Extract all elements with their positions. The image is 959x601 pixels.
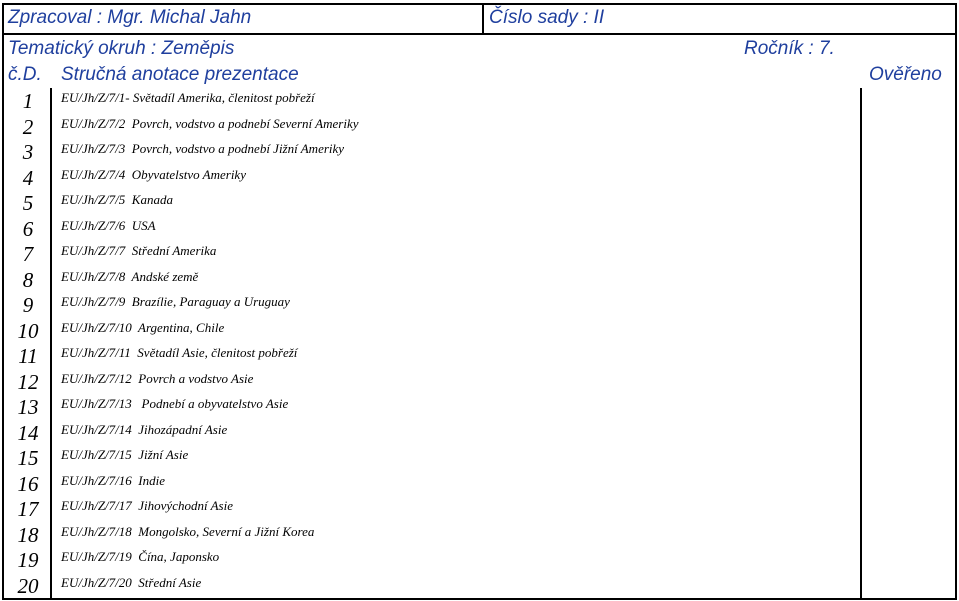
number-column-divider (50, 88, 52, 598)
document-table (2, 3, 957, 600)
row-number: 1 (22, 89, 34, 113)
row-annotation: EU/Jh/Z/7/13 Podnebí a obyvatelstvo Asie (61, 396, 289, 411)
row-annotation: EU/Jh/Z/7/14 Jihozápadní Asie (61, 421, 228, 437)
set-number-label: Číslo sady : II (489, 7, 605, 28)
row-annotation: EU/Jh/Z/7/1- Světadíl Amerika, členitost pobřeží (61, 90, 315, 105)
row-number: 4 (22, 165, 34, 190)
row-annotation: EU/Jh/Z/7/10 Argentina, Chile (61, 319, 225, 335)
row-annotation: EU/Jh/Z/7/7 Střední Amerika (61, 243, 217, 258)
row-number: 12 (17, 369, 39, 394)
row-number: 11 (18, 344, 38, 368)
row-annotation: EU/Jh/Z/7/5 Kanada (61, 192, 173, 207)
column-annotation-heading: Stručná anotace prezentace (61, 64, 299, 85)
row-annotation: EU/Jh/Z/7/17 Jihovýchodní Asie (61, 498, 233, 513)
row-number: 17 (17, 497, 39, 521)
row-annotation: EU/Jh/Z/7/19 Čína, Japonsko (61, 549, 220, 564)
verified-column-divider (860, 88, 862, 598)
row-number: 19 (17, 548, 39, 572)
row-annotation: EU/Jh/Z/7/20 Střední Asie (61, 574, 202, 590)
row-number: 5 (22, 191, 34, 215)
row-number: 2 (22, 114, 34, 139)
column-verified-heading: Ověřeno (869, 64, 942, 85)
header-rule (4, 33, 955, 35)
row-number: 18 (17, 522, 39, 547)
column-number-heading: č.D. (8, 64, 42, 85)
row-number: 20 (17, 573, 39, 598)
row-annotation: EU/Jh/Z/7/15 Jižní Asie (61, 447, 189, 462)
row-number: 13 (17, 395, 39, 419)
row-number: 14 (17, 420, 39, 445)
row-number: 10 (17, 318, 39, 343)
row-number: 6 (22, 216, 34, 241)
topic-label: Tematický okruh : Zeměpis (8, 38, 235, 59)
row-annotation: EU/Jh/Z/7/18 Mongolsko, Severní a Jižní Korea (61, 523, 315, 539)
row-annotation: EU/Jh/Z/7/4 Obyvatelstvo Ameriky (61, 166, 246, 182)
row-number: 8 (22, 267, 34, 292)
row-annotation: EU/Jh/Z/7/12 Povrch a vodstvo Asie (61, 370, 254, 386)
row-number: 7 (22, 242, 34, 266)
row-annotation: EU/Jh/Z/7/3 Povrch, vodstvo a podnebí Jižní Ameriky (61, 141, 345, 156)
row-annotation: EU/Jh/Z/7/8 Andské země (61, 268, 199, 284)
header-divider (482, 5, 484, 33)
row-annotation: EU/Jh/Z/7/9 Brazílie, Paraguay a Uruguay (61, 294, 290, 309)
row-number: 15 (17, 446, 39, 470)
row-annotation: EU/Jh/Z/7/16 Indie (61, 472, 165, 488)
row-annotation: EU/Jh/Z/7/6 USA (61, 217, 156, 233)
grade-label: Ročník : 7. (744, 38, 835, 59)
row-number: 3 (22, 140, 34, 164)
row-number: 9 (22, 293, 34, 317)
author-label: Zpracoval : Mgr. Michal Jahn (8, 7, 252, 28)
row-annotation: EU/Jh/Z/7/11 Světadíl Asie, členitost pobřeží (61, 345, 298, 360)
row-annotation: EU/Jh/Z/7/2 Povrch, vodstvo a podnebí Severní Ameriky (61, 115, 359, 131)
row-number: 16 (17, 471, 39, 496)
